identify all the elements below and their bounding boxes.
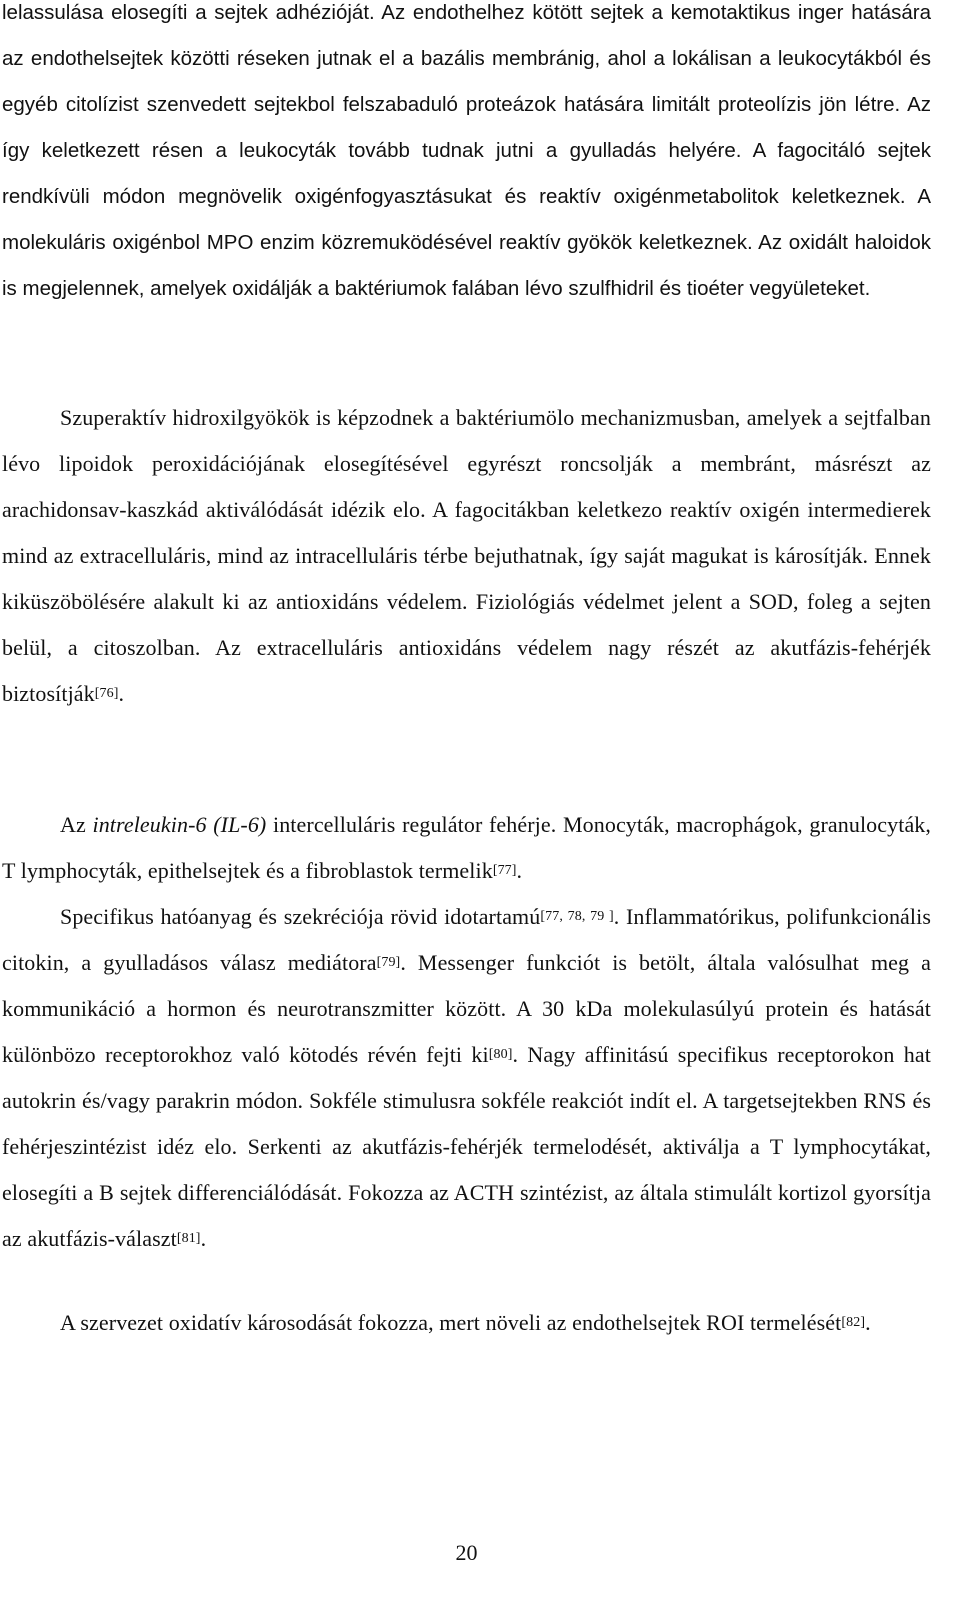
paragraph-oxidative-damage (2, 1300, 931, 1346)
citation-ref: [80] (488, 1047, 513, 1062)
sentence-end: . (118, 681, 125, 706)
paragraph-text: . Nagy affinitású specifikus receptorokon hat autokrin és/vagy parakrin módon. Sokféle stimulusra sokféle reakciót indít el. A targetsejtekben RNS és fehérjeszintézist idéz elo. Serkenti az akutfázis-fehérjék termelodését, aktiválja a T lymphocytákat, elosegíti a B sejtek differenciálódását. Fokozza az ACTH szintézist, az általa stimulált kortizol gyorsítja az akutfázis-választ (2, 1042, 931, 1251)
paragraph-text: . Messenger funkciót is betölt, általa valósulhat meg a kommunikáció a hormon és neurotranszmitter között. A 30 kDa molekulasúlyú protein és hatását különbözo receptorokhoz való kötodés révén fejti ki (2, 950, 931, 1067)
paragraph-text: intercelluláris regulátor fehérje. Monocyták, macrophágok, granulocyták, T lymphocyták, epithelsejtek és a fibroblastok termelik (2, 812, 932, 883)
citation-ref: [81] (176, 1231, 201, 1246)
citation-ref: [76] (94, 686, 119, 701)
paragraph-hydroxyl-radicals (2, 395, 931, 717)
citation-ref: [82] (841, 1315, 866, 1330)
paragraph-text: lelassulása elosegíti a sejtek adhézióját. Az endothelhez kötött sejtek a kemotaktikus inger hatására az endothelsejtek közötti réseken jutnak el a bazális membránig, ahol a lokálisan a leukocytákból és egyéb citolízist szenvedett sejtekbol felszabaduló proteázok hatására limitált proteolízis jön létre. Az így keletkezett résen a leukocyták tovább tudnak jutni a gyulladás helyére. A fagocitáló sejtek rendkívüli módon megnövelik oxigénfogyasztásukat és reaktív oxigénmetabolitok keletkeznek. A molekuláris oxigénbol MPO enzim közremuködésével reaktív gyökök keletkeznek. Az oxidált haloidok is megjelennek, amelyek oxidálják a baktériumok falában lévo szulfhidril és tioéter vegyületeket. (2, 1, 931, 300)
citation-ref: [79] (376, 955, 401, 970)
paragraph-text: Specifikus hatóanyag és szekréciója rövid idotartamú (60, 904, 541, 929)
paragraph-phagocyte-mechanism (2, 0, 931, 312)
page-number: 20 (455, 1540, 478, 1565)
paragraph-text: A szervezet oxidatív károsodását fokozza, mert növeli az endothelsejtek ROI termelését (60, 1310, 842, 1335)
paragraph-il6 (2, 802, 931, 1262)
citation-ref: [77, 78, 79 ] (540, 909, 614, 924)
italic-term: intreleukin-6 (IL-6) (92, 812, 267, 837)
paragraph-text: Szuperaktív hidroxilgyökök is képzodnek a baktériumölo mechanizmusban, amelyek a sejtfalban lévo lipoidok peroxidációjának elosegítésével egyrészt roncsolják a membránt, másrészt az arachidonsav-kaszkád aktiválódását idézik elo. A fagocitákban keletkezo reaktív oxigén intermedierek mind az extracelluláris, mind az intracelluláris térbe bejuthatnak, így saját magukat is károsítják. Ennek kiküszöbölésére alakult ki az antioxidáns védelem. Fiziológiás védelmet jelent a SOD, foleg a sejten belül, a citoszolban. Az extracelluláris antioxidáns védelem nagy részét az akutfázis-fehérjék biztosítják (2, 405, 931, 706)
sentence-end: . (516, 858, 523, 883)
paragraph-text: . Inflammatórikus, polifunkcionális citokin, a gyulladásos válasz mediátora (2, 904, 931, 975)
citation-ref: [77] (492, 863, 517, 878)
sentence-end: . (200, 1226, 207, 1251)
sentence-end: . (865, 1310, 871, 1335)
paragraph-text: Az (60, 812, 93, 837)
